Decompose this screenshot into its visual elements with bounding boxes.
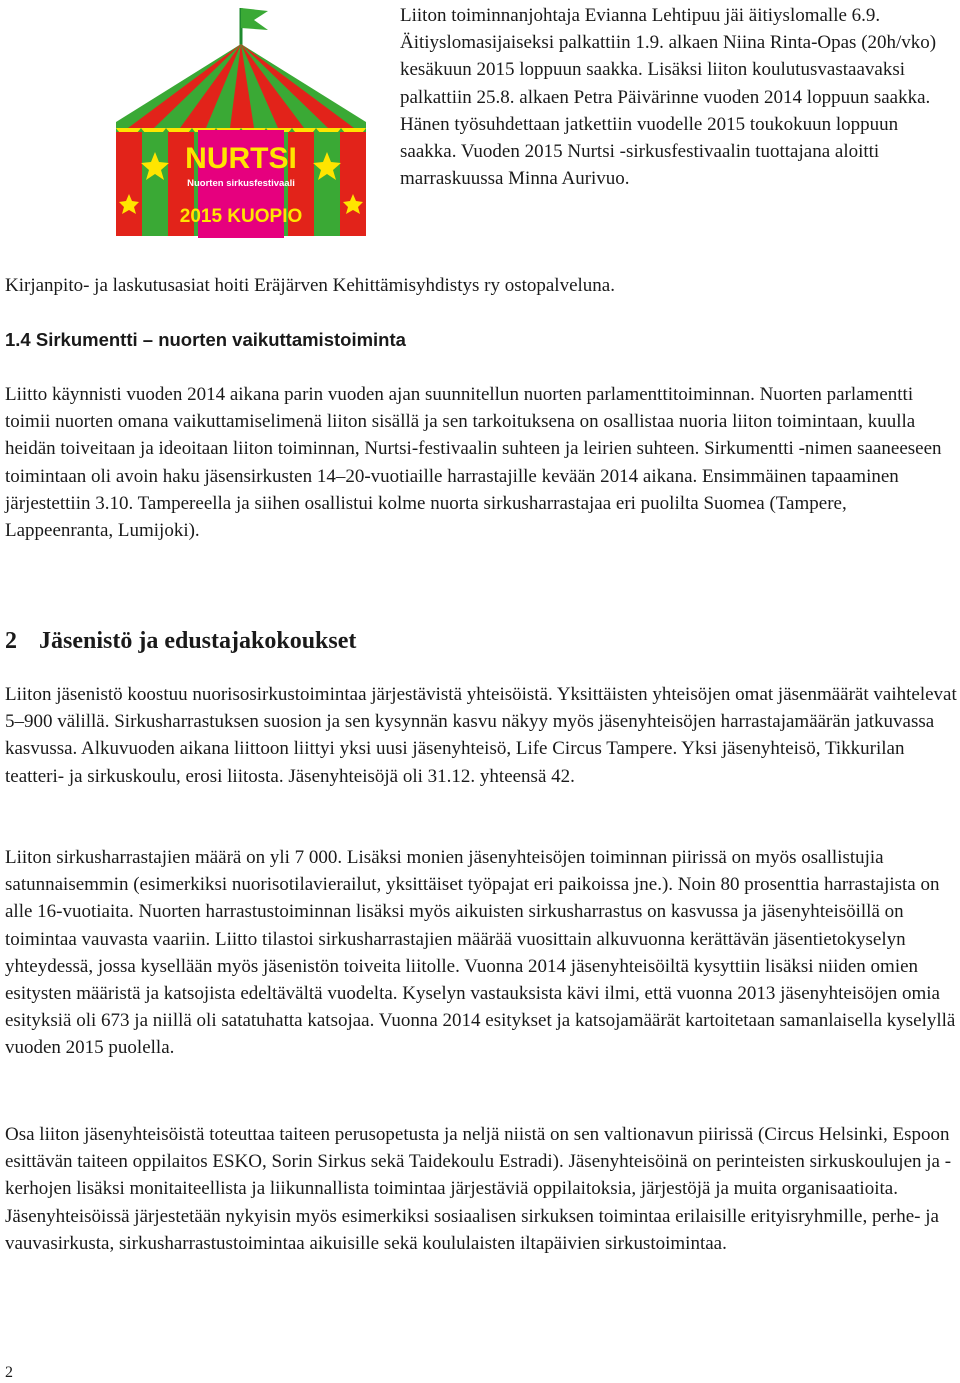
hobbyists-paragraph: Liiton sirkusharrastajien määrä on yli 7 000. Lisäksi monien jäsenyhteisöjen toiminnan piirissä on myös osallistujia satunnaisemmin (esimerkiksi nuorisotilavierailut, yksittäiset työpajat eri paikoissa jne.). Noin 80 prosenttia harrastajista on alle 16-vuotiaita. Nuorten harrastustoiminnan lisäksi myös aikuisten sirkusharrastus on kasvussa ja jäsenyhteisöillä on toimintaa vauvasta vaariin. Liitto tilastoi sirkusharrastajien määrää vuosittain alkuvuonna kerättävän jäsentietokyselyn yhteydessä, jossa kysellään myös jäsenistön toiveita liitolle. Vuonna 2014 jäsenyhteisöiltä kysyttiin lisäksi niiden omien esitysten määristä ja katsojista edeltävältä vuodelta. Kyselyn vastauksista kävi ilmi, että vuonna 2013 jäsenyhteisöjen omia esityksiä oli 673 ja niillä oli satatuhatta katsojaa. Vuonna 2014 esitykset ja katsojamäärät kartoitetaan samanlaisella kyselyllä vuoden 2015 puolella. (5, 847, 956, 1059)
accounting-paragraph: Kirjanpito- ja laskutusasiat hoiti Eräjärven Kehittämisyhdistys ry ostopalveluna. (5, 275, 615, 296)
nurtsi-festival-logo (108, 4, 378, 240)
logo-name: NURTSI (185, 142, 297, 175)
logo-subtitle: Nuorten sirkusfestivaali (187, 178, 295, 189)
member-organisations-paragraph: Osa liiton jäsenyhteisöistä toteuttaa taiteen perusopetusta ja neljä niistä on sen valtionavun piirissä (Circus Helsinki, Espoon esittävän taiteen oppilaitos ESKO, Sorin Sirkus sekä Taidekoulu Estradi). Jäsenyhteisöinä on perinteisten sirkuskoulujen ja -kerhojen lisäksi monitaiteellista ja liikunnallista toimintaa järjestäviä oppilaitoksia, järjestöjä ja muita organisaatioita. Jäsenyhteisöissä järjestetään nykyisin myös esimerkiksi sosiaalisen sirkuksen toimintaa erilaisille erityisryhmille, perhe- ja vauvasirkusta, sirkusharrastustoimintaa aikuisille sekä koululaisten iltapäivien sirkustoimintaa. (5, 1124, 952, 1254)
circus-tent-icon (108, 4, 378, 240)
section-1-4-paragraph: Liitto käynnisti vuoden 2014 aikana parin vuoden ajan suunnitellun nuorten parlamenttitoiminnan. Nuorten parlamentti toimii nuorten omana vaikuttamiselimenä liiton sisällä ja sen tarkoituksena on osallistaa nuoria liiton toimintaan, kuulla heidän toiveitaan ja ideoitaan liiton toiminnan, Nurtsi-festivaalin suhteen ja leirien suhteen. Sirkumentti -nimen saaneeseen toimintaan oli avoin haku jäsensirkusten 14–20-vuotiaille harrastajille kevään 2014 aikana. Ensimmäinen tapaaminen järjestettiin 3.10. Tampereella ja siihen osallistui kolme nuorta sirkusharrastajaa eri puolilta Suomea (Tampere, Lappeenranta, Lumijoki). (5, 384, 942, 542)
page-number: 2 (5, 1364, 13, 1381)
section-1-4-heading: 1.4 Sirkumentti – nuorten vaikuttamistoiminta (5, 329, 406, 350)
section-2-title: Jäsenistö ja edustajakokoukset (39, 628, 357, 654)
section-2-number: 2 (5, 628, 17, 654)
membership-paragraph: Liiton jäsenistö koostuu nuorisosirkustoimintaa järjestävistä yhteisöistä. Yksittäisten yhteisöjen omat jäsenmäärät vaihtelevat 5–900 välillä. Sirkusharrastuksen suosion ja sen kysynnän kasvu näkyy myös jäsenyhteisöjen harrastajamäärän jatkuvassa kasvussa. Alkuvuoden aikana liittoon liittyi yksi uusi jäsenyhteisö, Life Circus Tampere. Yksi jäsenyhteisö, Tikkurilan teatteri- ja sirkuskoulu, erosi liitosta. Jäsenyhteisöjä oli 31.12. yhteensä 42. (5, 684, 957, 787)
logo-edition: 2015 KUOPIO (179, 206, 303, 227)
intro-paragraph: Liiton toiminnanjohtaja Evianna Lehtipuu jäi äitiyslomalle 6.9. Äitiyslomasijaiseksi palkattiin 1.9. alkaen Niina Rinta-Opas (20h/vko) kesäkuun 2015 loppuun saakka. Lisäksi liiton koulutusvastaavaksi palkattiin 25.8. alkaen Petra Päivärinne vuoden 2014 loppuun saakka. Hänen työsuhdettaan jatkettiin vuodelle 2015 toukokuun loppuun saakka. Vuoden 2015 Nurtsi -sirkusfestivaalin tuottajana aloitti marraskuussa Minna Aurivuo. (400, 5, 937, 190)
section-2-heading (5, 625, 356, 657)
